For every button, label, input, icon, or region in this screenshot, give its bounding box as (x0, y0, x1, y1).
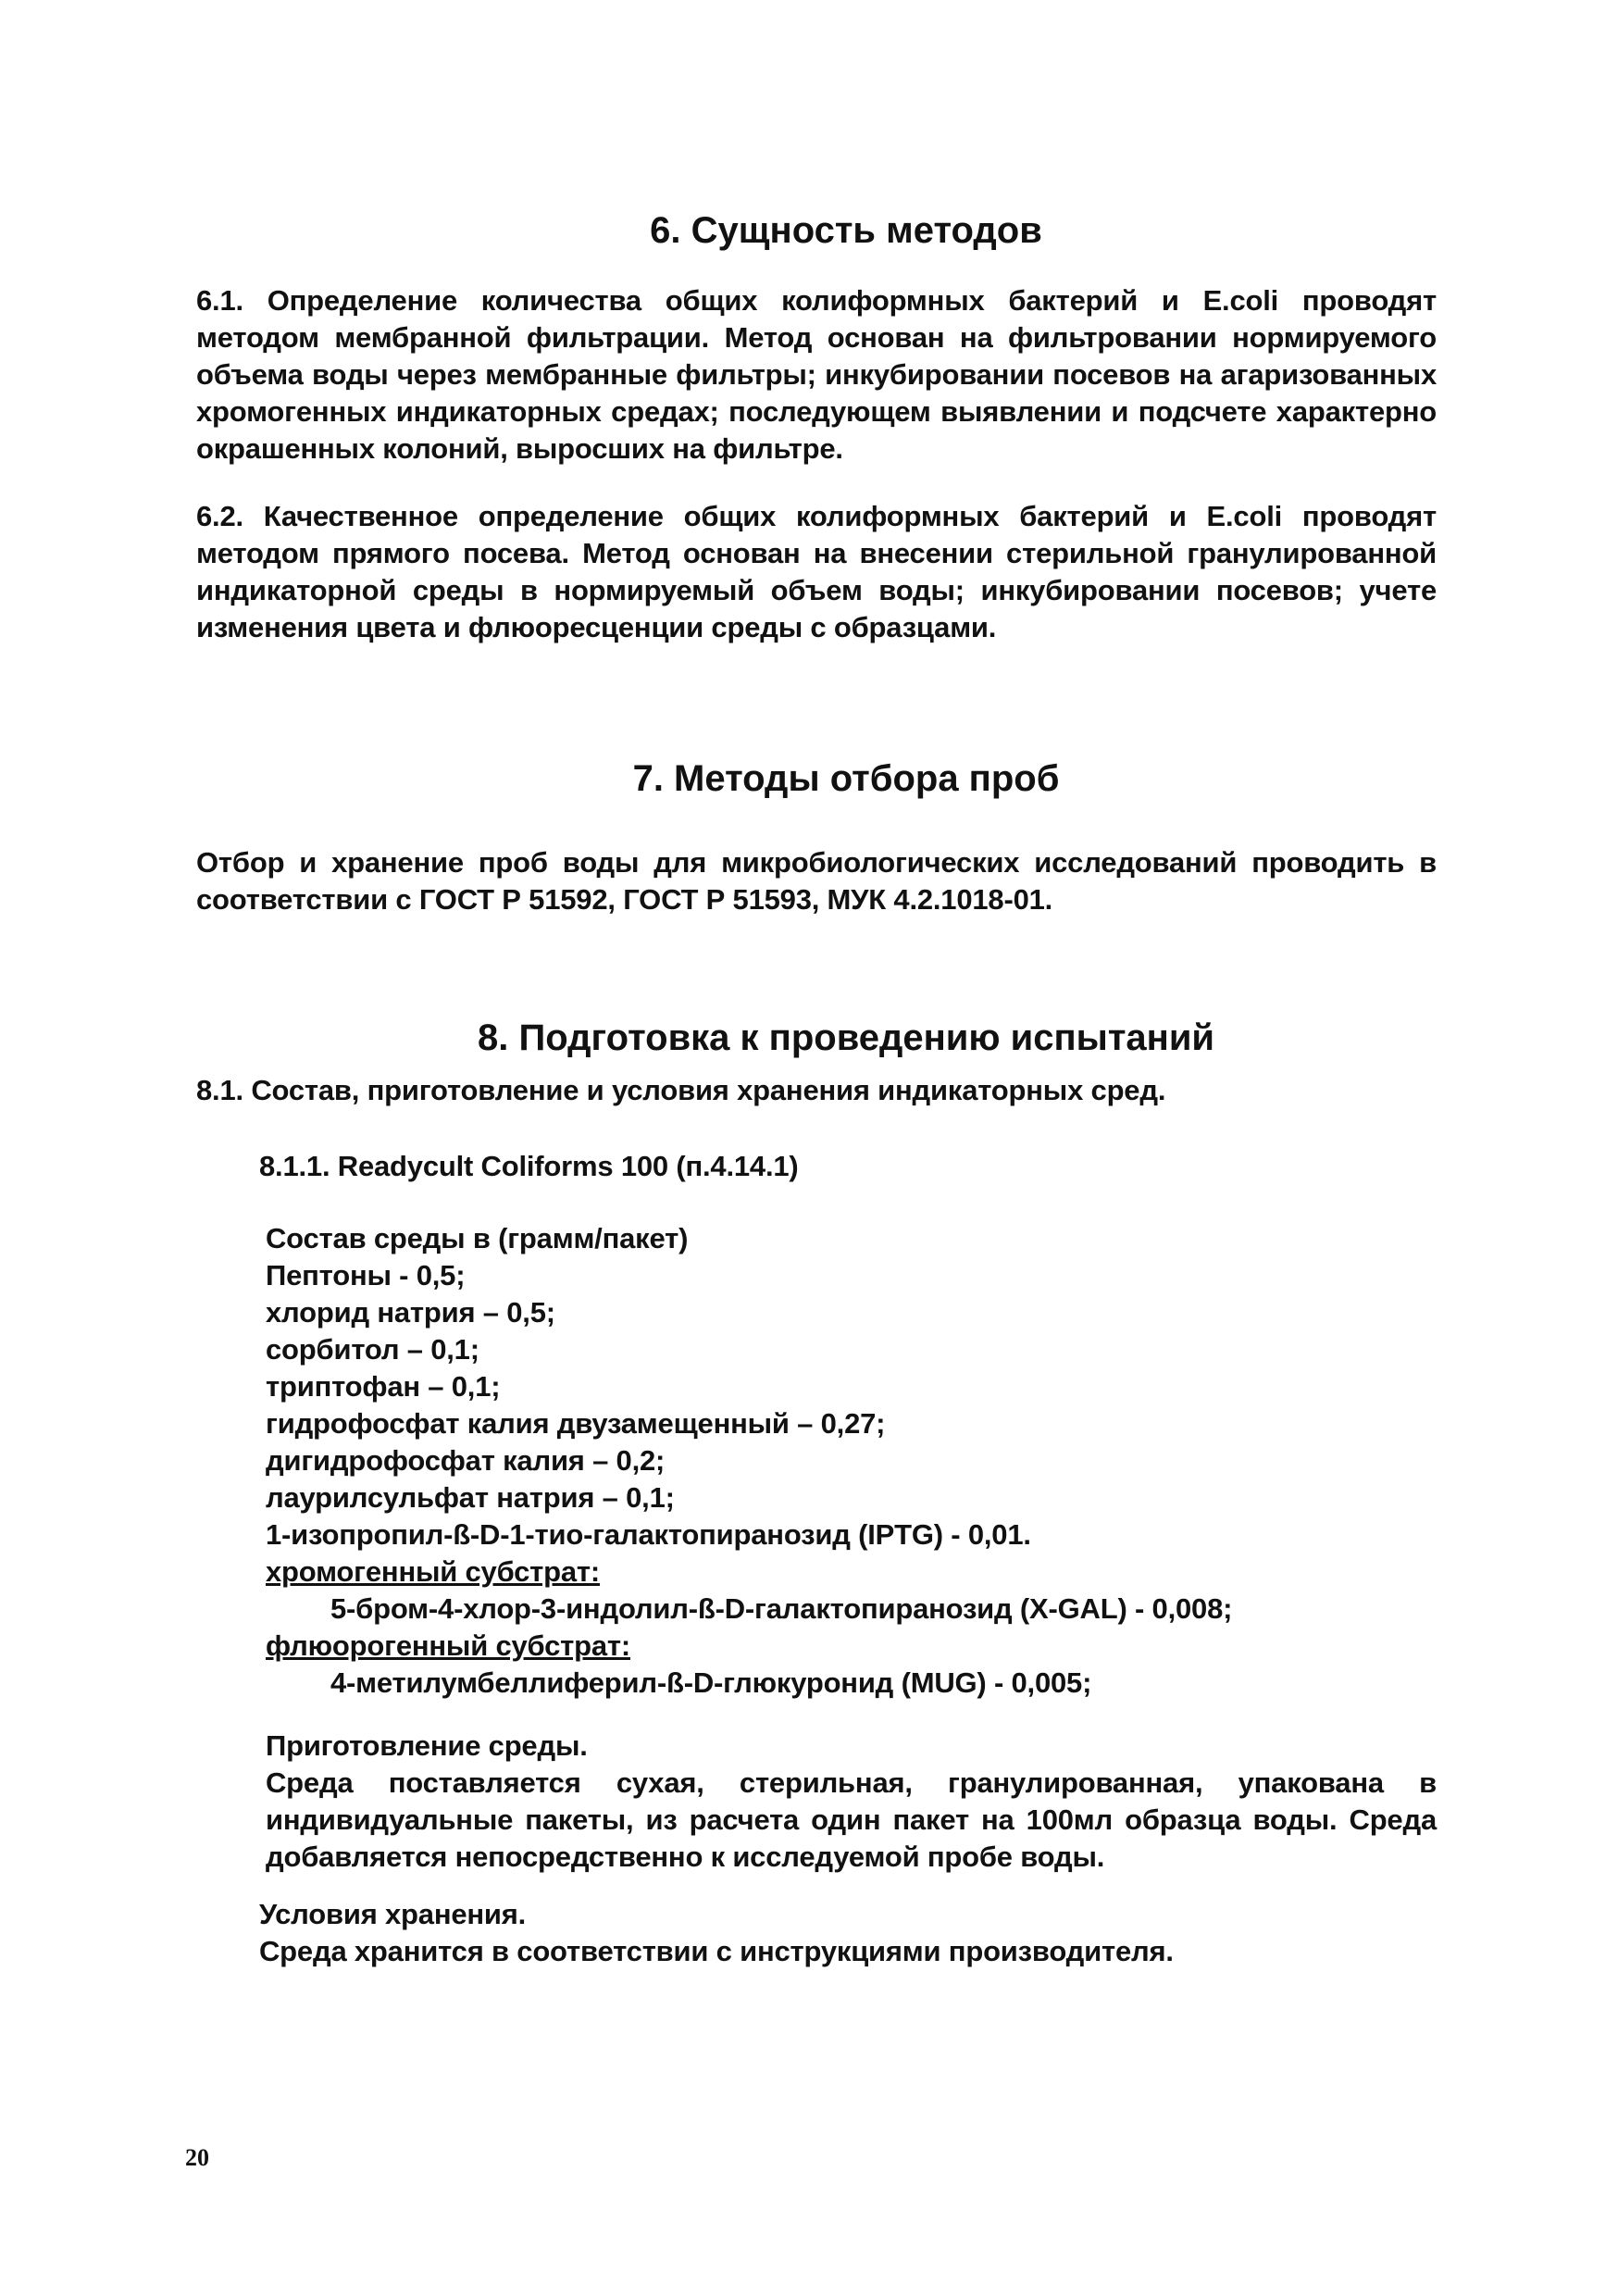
preparation-header: Приготовление среды. (266, 1729, 588, 1762)
preparation-text: Среда поставляется сухая, стерильная, гранулированная, упакована в индивидуальные пакеты, из расчета один пакет на 100мл образца воды. Среда добавляется непосредственно к исследуемой пробе воды. (266, 1766, 1437, 1873)
composition-item: гидрофосфат калия двузамещенный – 0,27; (266, 1407, 886, 1440)
chromogenic-substrate-value: 5-бром-4-хлор-3-индолил-ß-D-галактопиранозид (X-GAL) - 0,008; (330, 1592, 1233, 1625)
composition-item: дигидрофосфат калия – 0,2; (266, 1444, 666, 1477)
section-6-paragraph-2: 6.2. Качественное определение общих колиформных бактерий и E.coli проводят методом прямого посева. Метод основан на внесении стерильной гранулированной индикаторной среды в нормируемый объем воды; инкубировании посевов; учете изменения цвета и флюоресценции среды с образцами. (196, 500, 1437, 643)
composition-item: триптофан – 0,1; (266, 1370, 501, 1403)
subsection-8-1: 8.1. Состав, приготовление и условия хранения индикаторных сред. (196, 1074, 1166, 1106)
fluorogenic-substrate-label: флюорогенный субстрат: (266, 1629, 630, 1662)
section-6-title: 6. Сущность методов (650, 210, 1042, 251)
subsection-8-1-1: 8.1.1. Readycult Coliforms 100 (п.4.14.1) (259, 1150, 799, 1182)
storage-text: Среда хранится в соответствии с инструкциями производителя. (259, 1935, 1174, 1967)
composition-item: Пептоны - 0,5; (266, 1259, 466, 1292)
chromogenic-substrate-label: хромогенный субстрат: (266, 1555, 601, 1588)
composition-item: хлорид натрия – 0,5; (266, 1296, 555, 1329)
section-8-title: 8. Подготовка к проведению испытаний (477, 1017, 1214, 1058)
composition-item: 1-изопропил-ß-D-1-тио-галактопиранозид (IPTG) - 0,01. (266, 1518, 1031, 1551)
composition-item: лаурилсульфат натрия – 0,1; (266, 1481, 675, 1514)
storage-header: Условия хранения. (259, 1898, 527, 1930)
section-6-paragraph-1: 6.1. Определение количества общих колиформных бактерий и E.coli проводят методом мембранной фильтрации. Метод основан на фильтровании нормируемого объема воды через мембранные фильтры; инкубировании посевов на агаризованных хромогенных индикаторных средах; последующем выявлении и подсчете характерно окрашенных колоний, выросших на фильтре. (196, 284, 1437, 465)
section-7-paragraph: Отбор и хранение проб воды для микробиологических исследований проводить в соответствии с ГОСТ Р 51592, ГОСТ Р 51593, МУК 4.2.1018-01. (196, 846, 1437, 916)
composition-item: сорбитол – 0,1; (266, 1333, 479, 1366)
composition-header: Состав среды в (грамм/пакет) (266, 1222, 689, 1254)
fluorogenic-substrate-value: 4-метилумбеллиферил-ß-D-глюкуронид (MUG) - 0,005; (330, 1666, 1092, 1699)
page-number: 20 (185, 2144, 209, 2171)
section-7-title: 7. Методы отбора проб (632, 758, 1060, 799)
composition-list (266, 1257, 1232, 1702)
